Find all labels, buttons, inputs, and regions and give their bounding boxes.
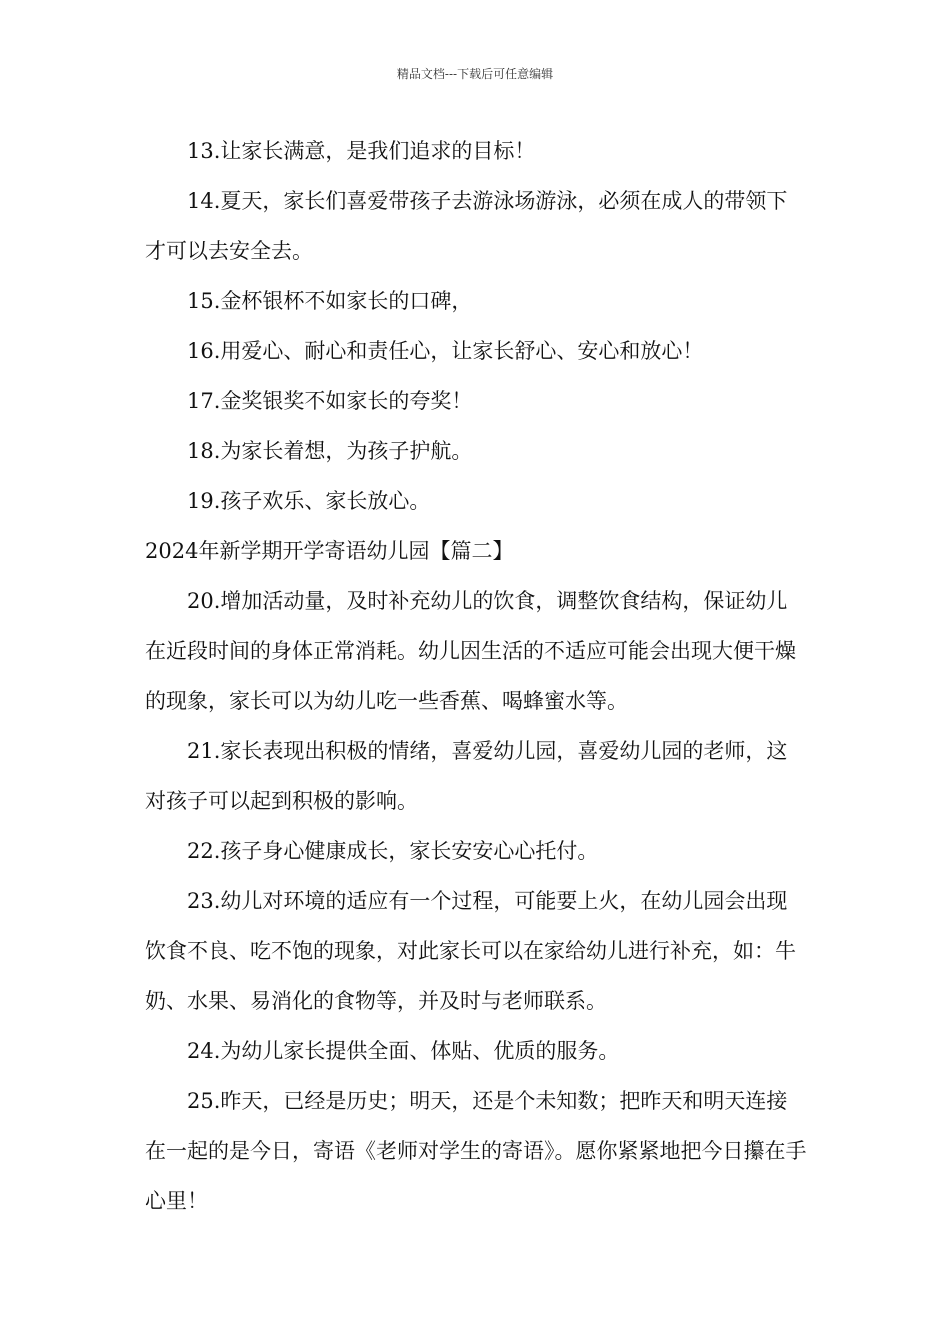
paragraph-item-19: 19.孩子欢乐、家长放心。 — [187, 489, 431, 513]
document-body — [145, 126, 807, 1226]
section-heading: 2024年新学期开学寄语幼儿园【篇二】 — [145, 539, 514, 563]
paragraph-item-22: 22.孩子身心健康成长，家长安安心心托付。 — [187, 839, 599, 863]
paragraph-item-16: 16.用爱心、耐心和责任心，让家长舒心、安心和放心！ — [187, 339, 704, 363]
paragraph-item-18: 18.为家长着想，为孩子护航。 — [187, 439, 473, 463]
paragraph-item-17: 17.金奖银奖不如家长的夸奖！ — [187, 389, 473, 413]
paragraph-item-23: 23.幼儿对环境的适应有一个过程，可能要上火，在幼儿园会出现饮食不良、吃不饱的现象，对此家长可以在家给幼儿进行补充，如：牛奶、水果、易消化的食物等，并及时与老师联系。 — [145, 889, 796, 1013]
paragraph-item-15: 15.金杯银杯不如家长的口碑， — [187, 289, 473, 313]
paragraph-item-20: 20.增加活动量，及时补充幼儿的饮食，调整饮食结构，保证幼儿在近段时间的身体正常消耗。幼儿因生活的不适应可能会出现大便干燥的现象，家长可以为幼儿吃一些香蕉、喝蜂蜜水等。 — [145, 589, 796, 713]
paragraph-item-14: 14.夏天，家长们喜爱带孩子去游泳场游泳，必须在成人的带领下才可以去安全去。 — [145, 189, 788, 263]
paragraph-item-25: 25.昨天，已经是历史；明天，还是个未知数；把昨天和明天连接在一起的是今日，寄语《老师对学生的寄语》。愿你紧紧地把今日攥在手心里！ — [145, 1089, 807, 1213]
paragraph-item-13: 13.让家长满意，是我们追求的目标！ — [187, 139, 536, 163]
paragraph-item-24: 24.为幼儿家长提供全面、体贴、优质的服务。 — [187, 1039, 620, 1063]
paragraph-item-21: 21.家长表现出积极的情绪，喜爱幼儿园，喜爱幼儿园的老师，这对孩子可以起到积极的影响。 — [145, 739, 788, 813]
page-header: 精品文档---下载后可任意编辑 — [396, 67, 554, 81]
